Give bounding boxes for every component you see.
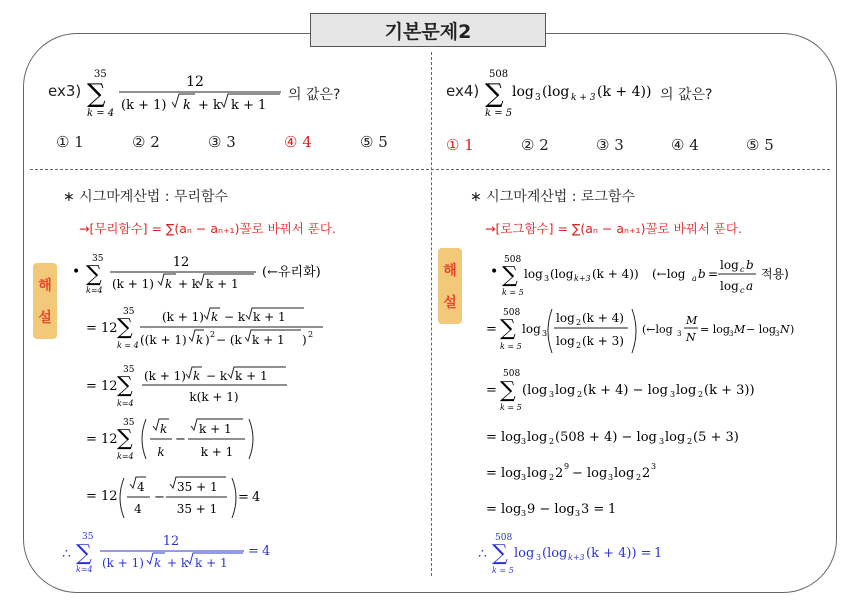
svg-text:k: k: [196, 333, 204, 347]
ex4-choice-4[interactable]: ④ 4: [671, 136, 699, 154]
svg-text:35: 35: [92, 254, 104, 264]
svg-text:3: 3: [549, 390, 555, 399]
svg-text:508: 508: [504, 255, 522, 265]
svg-text:3: 3: [535, 93, 541, 103]
svg-text:3: 3: [608, 473, 614, 482]
ex3-question-tail: 의 값은?: [288, 87, 341, 103]
svg-text:∴: ∴: [62, 546, 71, 562]
svg-text:k = 4: k = 4: [117, 341, 139, 350]
svg-text:c: c: [740, 265, 745, 274]
svg-text:3: 3: [544, 274, 550, 283]
vertical-divider: [431, 52, 432, 576]
svg-text:3: 3: [659, 437, 665, 446]
svg-text:∑: ∑: [87, 79, 106, 109]
svg-text:=: =: [486, 383, 497, 398]
svg-text:k + 1: k + 1: [206, 277, 239, 291]
svg-text:3: 3: [536, 553, 542, 562]
right-method-rule: →[로그함수] = ∑(aₙ − aₙ₊₁)꼴로 바꿔서 푼다.: [485, 221, 742, 236]
svg-text:3: 3: [729, 330, 734, 338]
svg-text:log: log: [665, 430, 686, 445]
ex3-sum-expression: [86, 64, 286, 122]
svg-text:35: 35: [82, 532, 94, 542]
svg-text:3 =: 3 =: [581, 502, 605, 517]
svg-text:(log: (log: [542, 546, 568, 561]
svg-text:k = 5: k = 5: [492, 566, 514, 575]
svg-text:=: =: [238, 490, 249, 505]
right-step-6-result: 1: [608, 502, 617, 517]
svg-text:9: 9: [564, 462, 570, 471]
right-step-2: [484, 303, 814, 355]
svg-text:∑: ∑: [492, 541, 508, 566]
svg-text:(k + 4) − log: (k + 4) − log: [583, 383, 668, 398]
svg-text:∑: ∑: [502, 263, 518, 288]
svg-text:3: 3: [521, 437, 527, 446]
svg-text:(k + 1): (k + 1): [102, 556, 144, 570]
svg-text:∑: ∑: [76, 541, 92, 566]
svg-text:k + 1: k + 1: [199, 422, 232, 436]
svg-text:(k + 4): (k + 4): [582, 311, 624, 325]
svg-text:log: log: [527, 430, 548, 445]
svg-text:log: log: [524, 267, 543, 281]
svg-text:12: 12: [172, 255, 190, 270]
svg-text:k = 5: k = 5: [485, 108, 513, 119]
svg-text:∴: ∴: [478, 546, 487, 562]
svg-text:=: =: [248, 544, 259, 559]
svg-text:−: −: [175, 432, 186, 447]
svg-text:9 − log: 9 − log: [527, 502, 575, 517]
svg-text:3: 3: [677, 330, 682, 338]
svg-text:log: log: [556, 311, 575, 325]
svg-text:2: 2: [210, 330, 216, 339]
svg-text:N: N: [686, 331, 696, 344]
svg-text:− (k: − (k: [216, 333, 242, 347]
horizontal-divider: [30, 169, 830, 170]
svg-text:(k + 1): (k + 1): [144, 369, 186, 383]
left-step-1: [68, 248, 368, 296]
right-step-6: [484, 494, 684, 520]
right-method-heading: ∗ 시그마계산법 : 로그함수: [470, 189, 636, 205]
right-step-5: [484, 456, 704, 484]
svg-text:3: 3: [775, 330, 780, 338]
svg-text:= 12: = 12: [86, 379, 118, 394]
svg-text:2: 2: [642, 466, 651, 481]
svg-text:•: •: [490, 264, 499, 280]
svg-text:(←log: (←log: [642, 323, 673, 336]
left-step-4: [80, 413, 320, 469]
left-solution-tab: 해 설: [33, 263, 57, 339]
ex4-label: ex4): [446, 82, 480, 100]
svg-text:k: k: [160, 422, 168, 436]
svg-text:k: k: [193, 369, 201, 383]
left-method-heading: ∗ 시그마계산법 : 무리함수: [63, 189, 229, 205]
svg-text:b: b: [698, 267, 706, 281]
svg-text:2: 2: [555, 466, 564, 481]
svg-text:M: M: [686, 314, 698, 327]
svg-text:2: 2: [549, 473, 555, 482]
svg-text:∑: ∑: [117, 315, 133, 340]
svg-text:− log: − log: [572, 466, 608, 481]
svg-text:2: 2: [577, 390, 583, 399]
ex4-choice-2[interactable]: ② 2: [521, 136, 549, 154]
left-step-5-result: 4: [252, 490, 261, 505]
svg-text:k(k + 1): k(k + 1): [189, 390, 239, 404]
left-step-5: [80, 472, 320, 524]
svg-text:2: 2: [308, 330, 314, 339]
svg-text:k: k: [211, 310, 219, 324]
left-method-rule: →[무리함수] = ∑(aₙ − aₙ₊₁)꼴로 바꿔서 푼다.: [79, 221, 336, 236]
svg-text:(←log: (←log: [652, 267, 686, 281]
svg-text:2: 2: [576, 318, 582, 327]
svg-text:k: k: [165, 277, 173, 291]
svg-text:c: c: [740, 286, 745, 295]
svg-text:N: N: [780, 323, 790, 336]
svg-text:log: log: [720, 258, 739, 272]
svg-text:3: 3: [521, 473, 527, 482]
svg-text:35: 35: [123, 365, 135, 375]
svg-text:k + 1: k + 1: [200, 445, 234, 459]
svg-text:k + 1: k + 1: [252, 333, 285, 347]
svg-text:k=4: k=4: [117, 452, 134, 461]
svg-text:(k + 1): (k + 1): [162, 310, 204, 324]
svg-text:k + 1: k + 1: [195, 556, 228, 570]
svg-text:2: 2: [549, 437, 555, 446]
ex3-choice-1[interactable]: ① 1: [56, 133, 84, 151]
svg-text:log: log: [512, 84, 534, 100]
right-step-1: [480, 250, 820, 298]
svg-text:): ): [790, 323, 795, 336]
svg-text:= 12: = 12: [86, 432, 118, 447]
svg-text:(k + 1): (k + 1): [112, 277, 154, 291]
svg-text:−: −: [154, 490, 165, 505]
svg-text:log: log: [614, 466, 635, 481]
svg-text:∑: ∑: [86, 262, 102, 287]
svg-text:= log: = log: [486, 466, 522, 481]
svg-text:2: 2: [687, 437, 693, 446]
svg-text:− k: − k: [224, 310, 246, 324]
svg-text:= log: = log: [486, 502, 522, 517]
svg-text:k + 1: k + 1: [235, 369, 268, 383]
svg-text:(log: (log: [522, 383, 548, 398]
svg-text:2: 2: [698, 390, 704, 399]
ex4-choice-3[interactable]: ③ 3: [596, 136, 624, 154]
left-step-3: [80, 360, 320, 408]
svg-text:k = 5: k = 5: [502, 288, 524, 297]
svg-text:∑: ∑: [500, 316, 516, 341]
svg-text:k: k: [154, 556, 162, 570]
right-solution-tab: 해 설: [438, 248, 462, 324]
svg-text:((k + 1): ((k + 1): [140, 333, 187, 347]
svg-text:508: 508: [495, 533, 513, 543]
svg-text:=: =: [486, 322, 497, 337]
svg-text:(k + 3): (k + 3): [582, 334, 624, 348]
svg-text:3: 3: [651, 462, 657, 471]
svg-text:k = 4: k = 4: [87, 108, 115, 119]
svg-text:+ k: + k: [178, 277, 200, 291]
svg-text:12: 12: [162, 534, 180, 549]
svg-text:508: 508: [503, 369, 521, 379]
ex3-choice-3[interactable]: ③ 3: [208, 133, 236, 151]
svg-text:k + 3: k + 3: [571, 93, 596, 103]
svg-text:(k + 4)): (k + 4)): [592, 267, 639, 281]
svg-text:35: 35: [123, 418, 135, 428]
svg-text:2: 2: [636, 473, 642, 482]
svg-text:4: 4: [137, 480, 145, 494]
svg-text:a: a: [692, 274, 697, 283]
svg-text:k + 1: k + 1: [231, 98, 267, 113]
svg-text:= log: = log: [700, 323, 730, 336]
svg-text:log: log: [514, 546, 535, 561]
svg-text:(k + 4)) =: (k + 4)) =: [586, 546, 652, 561]
svg-text:3: 3: [670, 390, 676, 399]
svg-text:= 12: = 12: [86, 489, 118, 504]
svg-text:k=4: k=4: [117, 399, 134, 408]
svg-text:(k + 4)): (k + 4)): [597, 84, 652, 100]
svg-text:2: 2: [576, 341, 582, 350]
svg-text:∑: ∑: [117, 373, 133, 398]
svg-text:35 + 1: 35 + 1: [176, 502, 218, 516]
svg-text:4: 4: [134, 502, 142, 516]
ex3-choice-2[interactable]: ② 2: [132, 133, 160, 151]
svg-text:log: log: [555, 383, 576, 398]
ex4-sum-expression: [484, 64, 659, 122]
svg-text:=: =: [708, 267, 719, 281]
ex4-choice-5[interactable]: ⑤ 5: [746, 136, 774, 154]
page-title: 기본문제2: [310, 13, 546, 47]
right-step-4: [484, 422, 764, 448]
svg-text:= log: = log: [486, 430, 522, 445]
svg-text:3: 3: [575, 509, 581, 518]
svg-text:•: •: [72, 264, 81, 280]
svg-text:+ k: + k: [167, 556, 189, 570]
svg-text:3: 3: [521, 509, 527, 518]
svg-text:k + 1: k + 1: [253, 310, 286, 324]
svg-text:): ): [205, 333, 210, 347]
svg-text:k=4: k=4: [76, 565, 93, 574]
svg-text:35: 35: [94, 69, 107, 80]
svg-text:12: 12: [186, 74, 204, 90]
svg-text:b: b: [746, 258, 754, 272]
svg-text:): ): [302, 333, 307, 347]
svg-text:508: 508: [503, 308, 521, 318]
right-step-1-note: 적용): [761, 267, 789, 281]
svg-text:+ k: + k: [198, 98, 221, 113]
svg-text:k = 5: k = 5: [500, 342, 522, 351]
svg-text:(k + 1): (k + 1): [121, 98, 167, 113]
svg-text:− log: − log: [746, 323, 776, 336]
svg-text:k=4: k=4: [86, 286, 103, 295]
left-step-2: [80, 302, 340, 352]
svg-text:35: 35: [123, 307, 135, 317]
left-step-1-note: (←유리화): [262, 265, 321, 280]
ex4-choice-1-answer[interactable]: ① 1: [446, 136, 474, 154]
svg-text:(log: (log: [542, 84, 570, 100]
svg-text:a: a: [746, 279, 754, 293]
svg-text:(log: (log: [550, 267, 574, 281]
svg-text:k = 5: k = 5: [500, 403, 522, 412]
svg-text:(5 + 3): (5 + 3): [693, 430, 739, 445]
right-conclusion-value: 1: [654, 546, 663, 561]
left-conclusion-value: 4: [262, 544, 271, 559]
svg-text:log: log: [527, 466, 548, 481]
svg-text:log: log: [556, 334, 575, 348]
svg-text:log: log: [522, 322, 541, 336]
svg-text:log: log: [720, 279, 739, 293]
right-conclusion: [476, 530, 696, 576]
svg-text:k+3: k+3: [574, 274, 591, 283]
svg-text:= 12: = 12: [86, 321, 118, 336]
svg-text:log: log: [676, 383, 697, 398]
svg-text:(508 + 4) − log: (508 + 4) − log: [555, 430, 657, 445]
svg-text:k: k: [157, 445, 165, 459]
ex3-label: ex3): [48, 82, 82, 100]
svg-text:35 + 1: 35 + 1: [177, 480, 218, 494]
ex3-choice-5[interactable]: ⑤ 5: [360, 133, 388, 151]
svg-text:3: 3: [542, 329, 548, 338]
svg-text:∑: ∑: [500, 378, 516, 403]
right-step-3: [484, 366, 764, 414]
svg-text:508: 508: [489, 69, 509, 80]
svg-text:− k: − k: [206, 369, 228, 383]
svg-text:(k + 3)): (k + 3)): [704, 383, 755, 398]
ex4-question-tail: 의 값은?: [660, 87, 713, 103]
ex3-choice-4-answer[interactable]: ④ 4: [284, 133, 312, 151]
svg-text:∑: ∑: [117, 426, 133, 451]
svg-text:M: M: [734, 323, 746, 336]
svg-text:∑: ∑: [485, 79, 504, 109]
left-conclusion: [60, 528, 320, 576]
svg-text:k: k: [183, 98, 191, 113]
svg-text:k+3: k+3: [568, 553, 585, 562]
